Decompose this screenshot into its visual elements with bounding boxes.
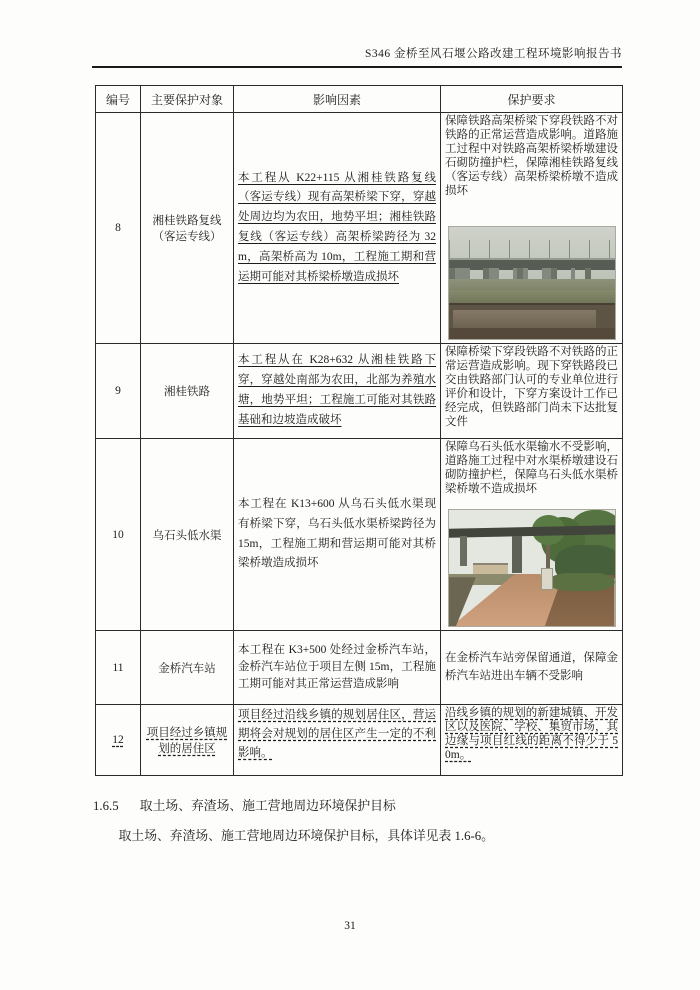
cell-factor	[234, 439, 441, 631]
cell-row-id: 11	[96, 631, 141, 705]
cell-object: 湘桂铁路	[141, 344, 234, 439]
requirement-text: 沿线乡镇的规划的新建城镇、开发区以及医院、学校、集贸市场，其边缘与项目红线的距离不得少于 50m。	[445, 707, 618, 762]
photo-white-post-layer	[541, 568, 553, 590]
col-header-id: 编号	[96, 86, 141, 113]
factor-text: 项目经过沿线乡镇的规划居住区，营运期将会对规划的居住区产生一定的不利影响。	[238, 709, 436, 759]
cell-object: 金桥汽车站	[141, 631, 234, 705]
section-1-6-5	[93, 795, 623, 846]
table-row	[96, 631, 623, 705]
photo-catenary-masts-layer	[449, 240, 615, 259]
factor-text: 本工程在 K13+600 从乌石头低水渠现有桥梁下穿，乌石头低水渠桥梁跨径为 15m，工程施工期和营运期可能对其桥梁桥墩造成损坏	[238, 497, 436, 570]
cell-row-id	[96, 705, 141, 776]
table-row	[96, 113, 623, 344]
photo-aqueduct-pier-layer	[512, 536, 522, 573]
page-number: 31	[344, 920, 356, 932]
cell-object: 乌石头低水渠	[141, 439, 234, 631]
table-header-row	[96, 86, 623, 113]
object-text: 项目经过乡镇规划的居住区	[146, 727, 228, 755]
aqueduct-photo	[448, 509, 616, 627]
cell-requirement	[441, 113, 623, 344]
section-heading-number: 1.6.5	[93, 799, 119, 813]
requirement-text: 保障铁路高架桥梁下穿段铁路不对铁路的正常运营造成影响。道路施工过程中对铁路高架桥梁桥墩建设石砌防撞护栏，保障湘桂铁路复线（客运专线）高架桥梁桥墩不造成损坏	[445, 115, 618, 198]
cell-factor	[234, 113, 441, 344]
cell-object	[141, 705, 234, 776]
photo-water-layer	[453, 310, 596, 328]
table-row	[96, 705, 623, 776]
doc-header	[92, 45, 622, 68]
factor-text: 本工程从在 K28+632 从湘桂铁路下穿，穿越处南部为农田，北部为养殖水塘，地势平坦；工程施工可能对其铁路基础和边坡造成破坏	[238, 354, 436, 426]
requirement-text: 保障乌石头低水渠输水不受影响，道路施工过程中对水渠桥墩建设石砌防撞护栏，保障乌石头低水渠桥梁桥墩不造成损坏	[445, 441, 618, 496]
section-heading-text: 取土场、弃渣场、施工营地周边环境保护目标	[139, 799, 396, 813]
cell-requirement	[441, 344, 623, 439]
photo-soil-berm-layer	[449, 328, 615, 339]
factor-text: 本工程在 K3+500 处经过金桥汽车站，金桥汽车站位于项目左侧 15m，工程施工期可能对其正常运营造成影响	[238, 644, 436, 690]
table-row	[96, 439, 623, 631]
cell-row-id: 10	[96, 439, 141, 631]
cell-requirement	[441, 705, 623, 776]
cell-factor	[234, 344, 441, 439]
row-id-text: 12	[112, 734, 124, 746]
requirement-text: 在金桥汽车站旁保留通道，保障金桥汽车站进出车辆不受影响	[445, 651, 618, 682]
cell-object: 湘桂铁路复线（客运专线）	[141, 113, 234, 344]
photo-shrub-layer	[548, 573, 614, 592]
section-paragraph: 取土场、弃渣场、施工营地周边环境保护目标，具体详见表 1.6-6。	[118, 829, 494, 843]
cell-row-id: 8	[96, 113, 141, 344]
railway-viaduct-photo	[448, 226, 616, 340]
section-heading	[93, 795, 623, 814]
col-header-requirement: 保护要求	[441, 86, 623, 113]
table-row	[96, 344, 623, 439]
cell-factor	[234, 705, 441, 776]
cell-factor	[234, 631, 441, 705]
requirement-text: 保障桥梁下穿段铁路不对铁路的正常运营造成影响。现下穿铁路段已交由铁路部门认可的专业单位进行评价和设计，下穿方案设计工作已经完成，但铁路部门尚未下达批复文件	[445, 346, 618, 429]
doc-header-title: S346 金桥至风石堰公路改建工程环境影响报告书	[364, 48, 622, 60]
col-header-factor: 影响因素	[234, 86, 441, 113]
factor-text: 本工程从 K22+115 从湘桂铁路复线（客运专线）现有高架桥梁下穿，穿越处周边均为农田，地势平坦；湘桂铁路复线（客运专线）高架桥梁跨径为 32m，高架桥高为 10m，工程施工期和营运期可能对其桥梁桥墩造成损坏	[238, 171, 436, 283]
col-header-object: 主要保护对象	[141, 86, 234, 113]
cell-row-id: 9	[96, 344, 141, 439]
cell-requirement	[441, 631, 623, 705]
protection-targets-table	[95, 85, 623, 776]
cell-requirement	[441, 439, 623, 631]
photo-aqueduct-pier-layer	[460, 536, 467, 566]
